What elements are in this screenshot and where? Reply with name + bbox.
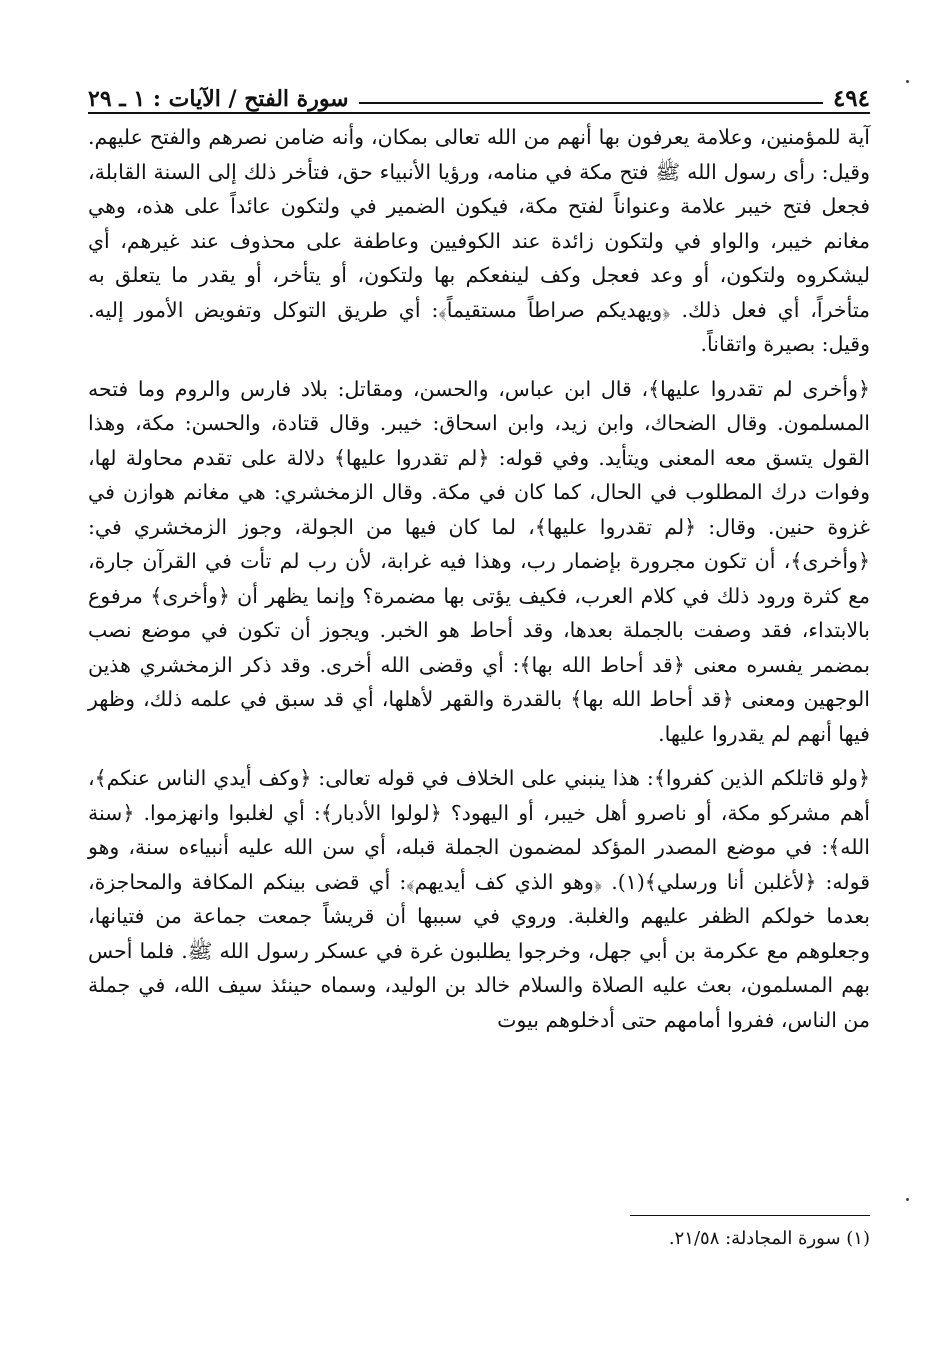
scan-speck <box>906 1198 909 1201</box>
book-page <box>88 70 870 1037</box>
surah-title: سورة الفتح / الآيات : ١ ـ ٢٩ <box>88 86 349 112</box>
footnote-rule <box>630 1215 870 1216</box>
header-rule <box>359 102 823 104</box>
main-text <box>88 120 870 1037</box>
paragraph: ﴿وأخرى لم تقدروا عليها﴾، قال ابن عباس، والحسن، ومقاتل: بلاد فارس والروم وما فتحه المسلمون. وقال الضحاك، وابن زيد، وابن اسحاق: خيبر. وقال قتادة، والحسن: مكة، وهذا القول يتسق معه المعنى ويتأيد. وفي قوله: ﴿لم تقدروا عليها﴾ دلالة على تقدم محاولة لها، وفوات درك المطلوب في الحال، كما كان في مكة. وقال الزمخشري: هي مغانم هوازن في غزوة حنين. وقال: ﴿لم تقدروا عليها﴾، لما كان فيها من الجولة، وجوز الزمخشري في: ﴿وأخرى﴾، أن تكون مجرورة بإضمار رب، وهذا فيه غرابة، لأن رب لم تأت في القرآن جارة، مع كثرة ورود ذلك في كلام العرب، فكيف يؤتى بها مضمرة؟ وإنما يظهر أن ﴿وأخرى﴾ مرفوع بالابتداء، فقد وصفت بالجملة بعدها، وقد أحاط هو الخبر. ويجوز أن تكون في موضع نصب بمضمر يفسره معنى ﴿قد أحاط الله بها﴾: أي وقضى الله أخرى. وقد ذكر الزمخشري هذين الوجهين ومعنى ﴿قد أحاط الله بها﴾ بالقدرة والقهر لأهلها، أي قد سبق في علمه ذلك، وظهر فيها أنهم لم يقدروا عليها. <box>88 376 870 746</box>
running-header <box>88 70 870 114</box>
paragraph: آية للمؤمنين، وعلامة يعرفون بها أنهم من الله تعالى بمكان، وأنه ضامن نصرهم والفتح عليهم. وقيل: رأى رسول الله ﷺ فتح مكة في منامه، ورؤيا الأنبياء حق، فتأخر ذلك إلى السنة القابلة، فجعل فتح خيبر علامة وعنواناً لفتح مكة، فيكون الضمير في ولتكون عائداً على هذه، وهي مغانم خيبر، والواو في ولتكون زائدة عند الكوفيين وعاطفة على محذوف عند غيرهم، أي ليشكروه ولتكون، أو وعد فعجل وكف لينفعكم بها ولتكون، أو يتأخر، أو يقدر ما يتعلق به متأخراً، أي فعل ذلك. ﴿ويهديكم صراطاً مستقيماً﴾: أي طريق التوكل وتفويض الأمور إليه. وقيل: بصيرة واتقاناً. <box>88 125 870 356</box>
paragraph: ﴿ولو قاتلكم الذين كفروا﴾: هذا ينبني على الخلاف في قوله تعالى: ﴿وكف أيدي الناس عنكم﴾، أهم مشركو مكة، أو ناصرو أهل خيبر، أو اليهود؟ ﴿لولوا الأدبار﴾: أي لغلبوا وانهزموا. ﴿سنة الله﴾: في موضع المصدر المؤكد لمضمون الجملة قبله، أي سن الله عليه أنبياءه سنة، وهو قوله: ﴿لأغلبن أنا ورسلي﴾(١). ﴿وهو الذي كف أيديهم﴾: أي قضى بينكم المكافة والمحاجزة، بعدما خولكم الظفر عليهم والغلبة. وروي في سببها أن قريشاً جمعت جماعة من فتيانها، وجعلوهم مع عكرمة بن أبي جهل، وخرجوا يطلبون غرة في عسكر رسول الله ﷺ. فلما أحس بهم المسلمون، بعث عليه الصلاة والسلام خالد بن الوليد، وسماه حينئذ سيف الله، في جملة من الناس، ففروا أمامهم حتى أدخلوهم بيوت <box>88 766 870 1032</box>
page-number: ٤٩٤ <box>832 85 870 112</box>
scan-speck <box>906 80 909 83</box>
footnote: (١) سورة المجادلة: ٢١/٥٨. <box>668 1228 870 1249</box>
